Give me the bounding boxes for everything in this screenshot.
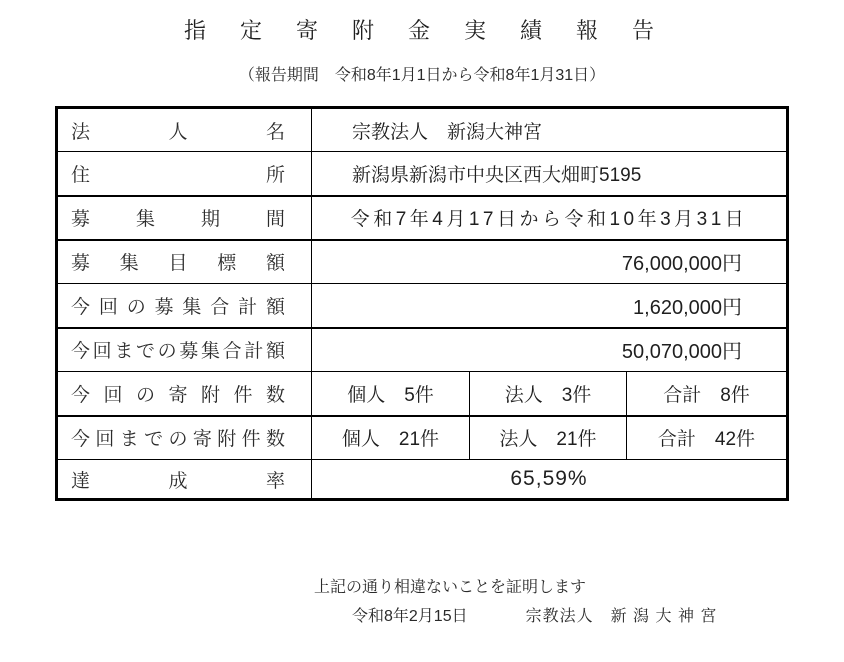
table-row-cumulative-total	[57, 328, 788, 372]
table-row-corporation-name	[57, 108, 788, 152]
current-count-total: 合計 8件	[627, 372, 788, 416]
cumulative-count-individual: 個人 21件	[312, 416, 470, 460]
current-count-individual: 個人 5件	[312, 372, 470, 416]
row-label-address: 住所	[57, 152, 312, 196]
footer	[0, 578, 844, 626]
report-period-subtitle: （報告期間 令和8年1月1日から令和8年1月31日）	[238, 67, 606, 84]
row-value-address: 新潟県新潟市中央区西大畑町5195	[312, 152, 788, 196]
row-value-achievement-rate: 65,59%	[312, 460, 788, 500]
row-label-cumulative-donation-count: 今回までの寄附件数	[57, 416, 312, 460]
row-label-target-amount: 募集目標額	[57, 240, 312, 284]
page-title: 指 定 寄 附 金 実 績 報 告	[183, 18, 660, 43]
donation-report-page	[0, 18, 844, 662]
row-value-solicitation-period: 令和7年4月17日から令和10年3月31日	[312, 196, 788, 240]
table-row-solicitation-period	[57, 196, 788, 240]
row-value-current-total: 1,620,000円	[312, 284, 788, 328]
table-row-cumulative-donation-count	[57, 416, 788, 460]
table-row-achievement-rate	[57, 460, 788, 500]
report-date: 令和8年2月15日	[352, 608, 468, 625]
table-row-current-donation-count	[57, 372, 788, 416]
table-row-address	[57, 152, 788, 196]
cumulative-count-total: 合計 42件	[627, 416, 788, 460]
row-label-achievement-rate: 達成率	[57, 460, 312, 500]
row-value-target-amount: 76,000,000円	[312, 240, 788, 284]
row-value-corporation-name: 宗教法人 新潟大神宮	[312, 108, 788, 152]
report-table	[55, 106, 789, 501]
row-label-corporation-name: 法人名	[57, 108, 312, 152]
table-row-current-total	[57, 284, 788, 328]
row-label-current-donation-count: 今回の寄附件数	[57, 372, 312, 416]
row-label-current-total: 今回の募集合計額	[57, 284, 312, 328]
cumulative-count-corporate: 法人 21件	[470, 416, 627, 460]
signature-line	[352, 607, 844, 626]
table-row-target-amount	[57, 240, 788, 284]
row-label-solicitation-period: 募集期間	[57, 196, 312, 240]
current-count-corporate: 法人 3件	[470, 372, 627, 416]
row-value-cumulative-total: 50,070,000円	[312, 328, 788, 372]
certification-statement: 上記の通り相違ないことを証明します	[314, 579, 587, 596]
signer-name: 宗教法人 新 潟 大 神 宮	[525, 608, 718, 625]
row-label-cumulative-total: 今回までの募集合計額	[57, 328, 312, 372]
